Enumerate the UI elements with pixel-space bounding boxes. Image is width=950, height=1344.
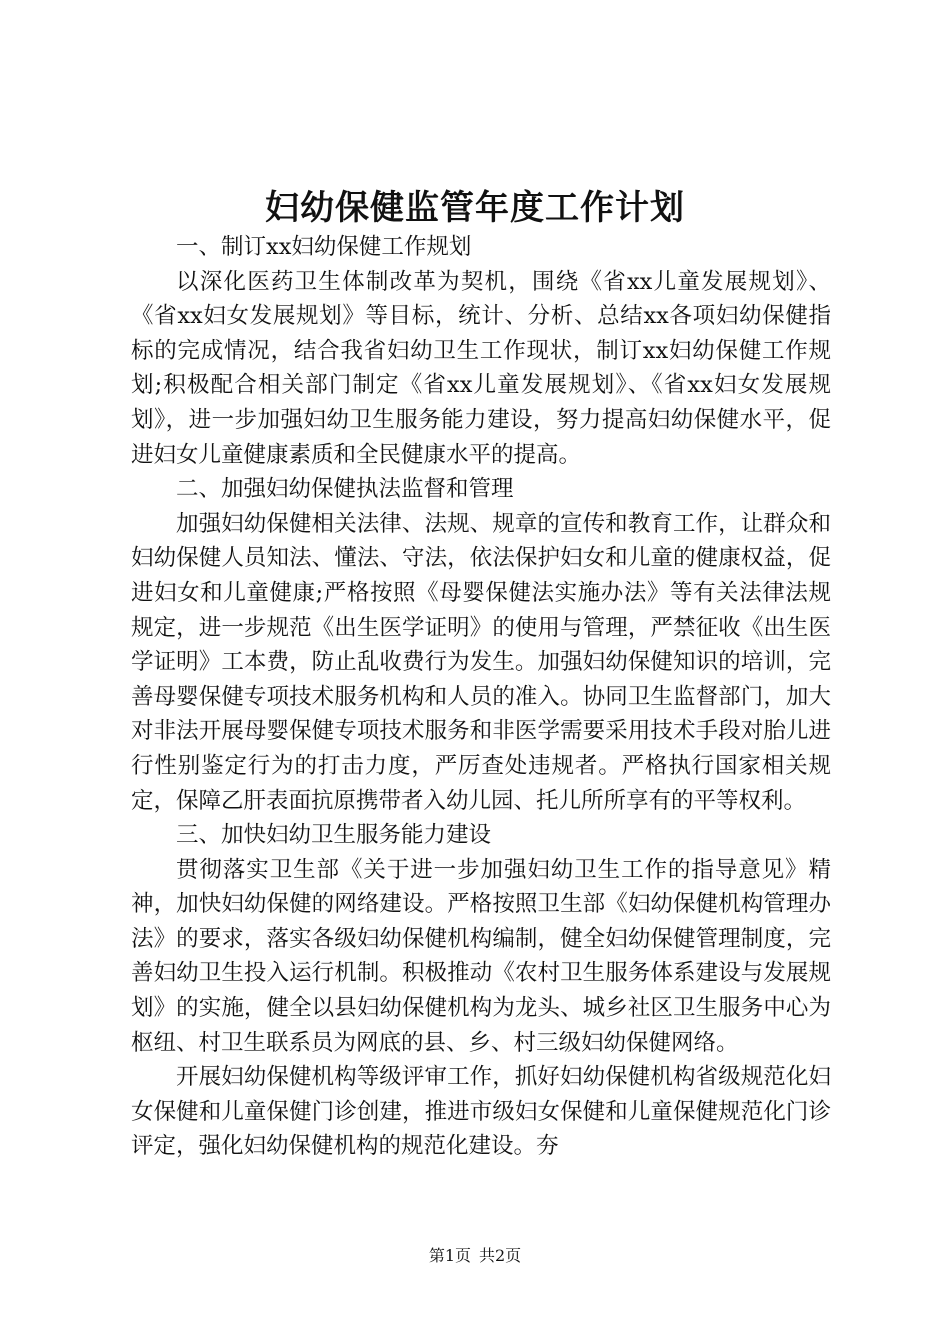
document-title: 妇幼保健监管年度工作计划 (265, 188, 685, 228)
body-paragraph: 开展妇幼保健机构等级评审工作，抓好妇幼保健机构省级规范化妇女保健和儿童保健门诊创建，推进市级妇女保健和儿童保健规范化门诊评定，强化妇幼保健机构的规范化建设。夯 (131, 1064, 831, 1160)
page-footer (0, 1244, 950, 1268)
page-number: 第1页 (428, 1246, 471, 1265)
body-paragraph: 加强妇幼保健相关法律、法规、规章的宣传和教育工作，让群众和妇幼保健人员知法、懂法、守法，依法保护妇女和儿童的健康权益，促进妇女和儿童健康;严格按照《母婴保健法实施办法》等有关法律法规规定，进一步规范《出生医学证明》的使用与管理，严禁征收《出生医学证明》工本费，防止乱收费行为发生。加强妇幼保健知识的培训，完善母婴保健专项技术服务机构和人员的准入。协同卫生监督部门，加大对非法开展母婴保健专项技术服务和非医学需要采用技术手段对胎儿进行性别鉴定行为的打击力度，严厉查处违规者。严格执行国家相关规定，保障乙肝表面抗原携带者入幼儿园、托儿所所享有的平等权利。 (131, 510, 831, 814)
body-paragraph: 贯彻落实卫生部《关于进一步加强妇幼卫生工作的指导意见》精神，加快妇幼保健的网络建设。严格按照卫生部《妇幼保健机构管理办法》的要求，落实各级妇幼保健机构编制，健全妇幼保健管理制度，完善妇幼卫生投入运行机制。积极推动《农村卫生服务体系建设与发展规划》的实施，健全以县妇幼保健机构为龙头、城乡社区卫生服务中心为枢纽、村卫生联系员为网底的县、乡、村三级妇幼保健网络。 (131, 856, 831, 1056)
section-heading-3: 三、加快妇幼卫生服务能力建设 (176, 822, 492, 849)
page-total: 共2页 (479, 1246, 522, 1265)
body-paragraph: 以深化医药卫生体制改革为契机，围绕《省xx儿童发展规划》、《省xx妇女发展规划》等目标，统计、分析、总结xx各项妇幼保健指标的完成情况，结合我省妇幼卫生工作现状，制订xx妇幼保健工作规划;积极配合相关部门制定《省xx儿童发展规划》、《省xx妇女发展规划》，进一步加强妇幼卫生服务能力建设，努力提高妇幼保健水平，促进妇女儿童健康素质和全民健康水平的提高。 (131, 268, 831, 468)
section-heading-2: 二、加强妇幼保健执法监督和管理 (176, 476, 514, 503)
section-heading-1: 一、制订xx妇幼保健工作规划 (176, 234, 472, 260)
document-body (131, 230, 831, 1164)
